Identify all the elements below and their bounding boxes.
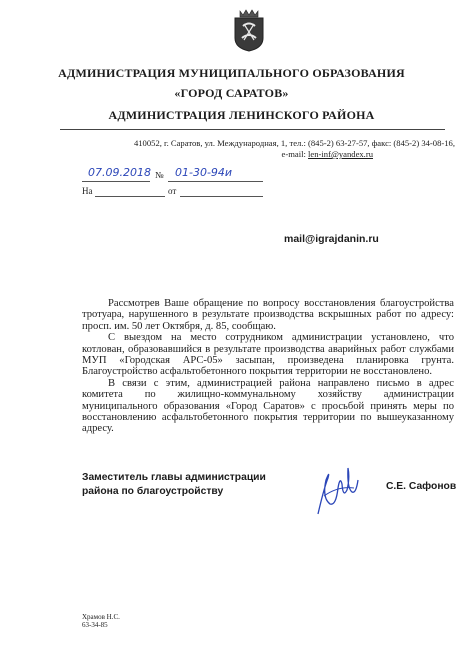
letter-body xyxy=(82,298,454,435)
email-prefix: e-mail: xyxy=(281,149,309,159)
org-title-line2: «ГОРОД САРАТОВ» xyxy=(174,86,289,100)
signatory-title-line1: Заместитель главы администрации xyxy=(82,472,266,483)
coat-of-arms-emblem xyxy=(231,8,267,52)
org-email-link[interactable]: len-inf@yandex.ru xyxy=(308,149,373,159)
number-sign: № xyxy=(155,170,164,180)
body-paragraph-3: В связи с этим, администрацией района направлено письмо в адрес комитета по жилищно-коммунальному хозяйству администрации муниципального образования «Город Саратов» с просьбой принять меры по восстановлению асфальтобетонного покрытия территории по вышеуказанному адресу. xyxy=(82,377,454,435)
handwritten-date: 07.09.2018 xyxy=(88,166,151,179)
executor-footer xyxy=(82,613,120,630)
org-address: 410052, г. Саратов, ул. Международная, 1, тел.: (845-2) 63-27-57, факс: (845-2) 34-08-16, xyxy=(133,138,455,148)
handwritten-number: 01-30-94и xyxy=(175,166,233,179)
executor-name: Храмов Н.С. xyxy=(82,613,120,621)
number-line xyxy=(168,181,263,182)
handwritten-signature xyxy=(314,458,362,522)
signatory-name: С.Е. Сафонов xyxy=(386,481,457,492)
signatory-title xyxy=(82,471,266,499)
date-line xyxy=(82,181,150,182)
na-label: На xyxy=(82,186,93,196)
header-divider xyxy=(60,129,445,130)
executor-phone: 63-34-85 xyxy=(82,621,108,630)
body-paragraph-2: С выездом на место сотрудником администрации установлено, что котлован, образовавшийся в результате производства аварийных работ службами МУП «Городская АРС-05» засыпан, произведена планировка грунта. Благоустройство асфальтобетонного покрытия территории не восстановлено. xyxy=(82,332,454,378)
org-title-line1: АДМИНИСТРАЦИЯ МУНИЦИПАЛЬНОГО ОБРАЗОВАНИЯ xyxy=(58,66,405,80)
org-title-district: АДМИНИСТРАЦИЯ ЛЕНИНСКОГО РАЙОНА xyxy=(108,108,375,122)
org-email-line xyxy=(60,149,373,159)
body-paragraph-1: Рассмотрев Ваше обращение по вопросу восстановления благоустройства тротуара, нарушенного в результате производства вскрышных работ по адресу: просп. им. 50 лет Октября, д. 85, сообщаю. xyxy=(82,298,454,332)
ot-line xyxy=(180,196,263,197)
signatory-title-line2: района по благоустройству xyxy=(82,486,224,497)
na-line xyxy=(95,196,165,197)
recipient-email: mail@igrajdanin.ru xyxy=(284,233,379,245)
ot-label: от xyxy=(168,186,177,196)
